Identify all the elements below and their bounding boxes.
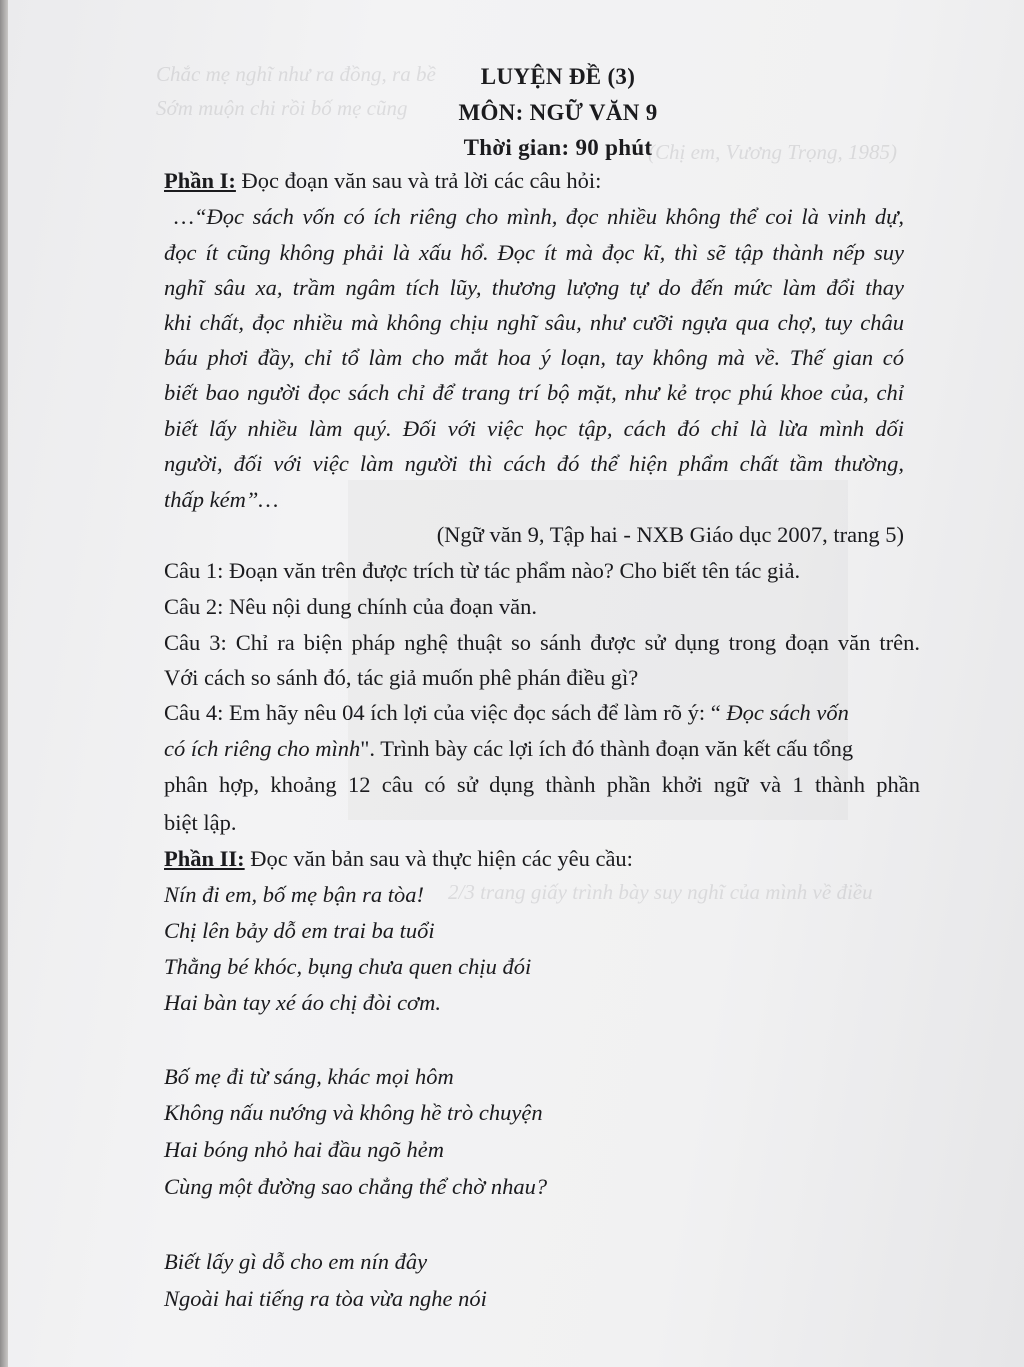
exam-paper bbox=[8, 0, 1024, 1367]
question-4-line-1 bbox=[164, 700, 924, 726]
bleed-text-1: Chắc mẹ nghĩ như ra đồng, ra bề bbox=[156, 62, 436, 86]
poem-line-1: Nín đi em, bố mẹ bận ra tòa! bbox=[164, 882, 424, 907]
bleed-text-2: Sớm muộn chi rồi bố mẹ cũng bbox=[156, 96, 408, 120]
part1-heading: Phần I: bbox=[164, 168, 236, 193]
question-3-line-1: Câu 3: Chỉ ra biện pháp nghệ thuật so sánh được sử dụng trong đoạn văn trên. bbox=[164, 630, 920, 655]
bleed-text-3: (Chị em, Vương Trọng, 1985) bbox=[648, 140, 897, 164]
passage-line-6: biết bao người đọc sách chỉ để trang trí bộ mặt, như kẻ trọc phú khoe của, chỉ bbox=[164, 380, 904, 405]
question-4-line-2-rest: ". Trình bày các lợi ích đó thành đoạn văn kết cấu tổng bbox=[360, 736, 854, 761]
poem-line-10: Ngoài hai tiếng ra tòa vừa nghe nói bbox=[164, 1286, 487, 1311]
time-limit: Thời gian: 90 phút bbox=[463, 135, 653, 160]
poem-line-8: Cùng một đường sao chẳng thể chờ nhau? bbox=[164, 1174, 548, 1199]
part1-heading-line bbox=[164, 168, 924, 194]
part1-instruction: Đọc đoạn văn sau và trả lời các câu hỏi: bbox=[235, 168, 602, 193]
part2-heading: Phần II: bbox=[164, 846, 245, 871]
question-2: Câu 2: Nêu nội dung chính của đoạn văn. bbox=[164, 594, 538, 619]
poem-line-6: Không nấu nướng và không hề trò chuyện bbox=[164, 1100, 543, 1125]
poem-line-2: Chị lên bảy dỗ em trai ba tuổi bbox=[164, 918, 435, 943]
question-4-line-4: biệt lập. bbox=[164, 810, 237, 835]
passage-source: (Ngữ văn 9, Tập hai - NXB Giáo dục 2007, trang 5) bbox=[436, 522, 904, 547]
passage-line-4: khi chất, đọc nhiều mà không chịu nghĩ sâu, như cưỡi ngựa qua chợ, tuy châu bbox=[164, 310, 904, 335]
question-4-line-2 bbox=[164, 736, 924, 762]
part2-heading-line bbox=[164, 846, 924, 872]
part2-instruction: Đọc văn bản sau và thực hiện các yêu cầu: bbox=[244, 846, 633, 871]
question-4-prefix: Câu 4: Em hãy nêu 04 ích lợi của việc đọc sách để làm rõ ý: “ bbox=[164, 700, 727, 725]
question-1: Câu 1: Đoạn văn trên được trích từ tác phẩm nào? Cho biết tên tác giả. bbox=[164, 558, 801, 583]
passage-line-8: người, đối với việc làm người thì cách đó thể hiện phẩm chất tầm thường, bbox=[164, 451, 904, 476]
poem-line-9: Biết lấy gì dỗ cho em nín đây bbox=[164, 1249, 428, 1274]
passage-line-5: báu phơi đầy, chỉ tổ làm cho mắt hoa ý loạn, tay không mà về. Thế gian có bbox=[164, 345, 904, 370]
bleed-text-4: 2/3 trang giấy trình bày suy nghĩ của mình về điều bbox=[448, 880, 873, 904]
passage-line-7: biết lấy nhiều làm quý. Đối với việc học tập, cách đó chỉ là lừa mình dối bbox=[164, 416, 904, 441]
passage-line-3: nghĩ sâu xa, trầm ngâm tích lũy, thương lượng tự do đến mức làm đổi thay bbox=[164, 275, 904, 300]
question-4-quote-start: Đọc sách vốn bbox=[726, 700, 849, 725]
question-4-quote-end: có ích riêng cho mình bbox=[164, 736, 361, 761]
exam-title: LUYỆN ĐỀ (3) bbox=[480, 64, 636, 89]
poem-line-7: Hai bóng nhỏ hai đầu ngõ hẻm bbox=[164, 1137, 444, 1162]
poem-line-5: Bố mẹ đi từ sáng, khác mọi hôm bbox=[164, 1064, 454, 1089]
subject-title: MÔN: NGỮ VĂN 9 bbox=[458, 100, 658, 125]
passage-line-9: thấp kém”… bbox=[164, 487, 279, 512]
passage-line-2: đọc ít cũng không phải là xấu hổ. Đọc ít mà đọc kĩ, thì sẽ tập thành nếp suy bbox=[164, 240, 904, 265]
poem-line-4: Hai bàn tay xé áo chị đòi cơm. bbox=[164, 990, 441, 1015]
passage-line-1: …“Đọc sách vốn có ích riêng cho mình, đọc nhiều không thể coi là vinh dự, bbox=[174, 204, 904, 229]
question-3-line-2: Với cách so sánh đó, tác giả muốn phê phán điều gì? bbox=[164, 665, 639, 690]
page-edge bbox=[0, 0, 8, 1367]
poem-line-3: Thằng bé khóc, bụng chưa quen chịu đói bbox=[164, 954, 532, 979]
question-4-line-3: phân hợp, khoảng 12 câu có sử dụng thành phần khởi ngữ và 1 thành phần bbox=[164, 772, 920, 797]
